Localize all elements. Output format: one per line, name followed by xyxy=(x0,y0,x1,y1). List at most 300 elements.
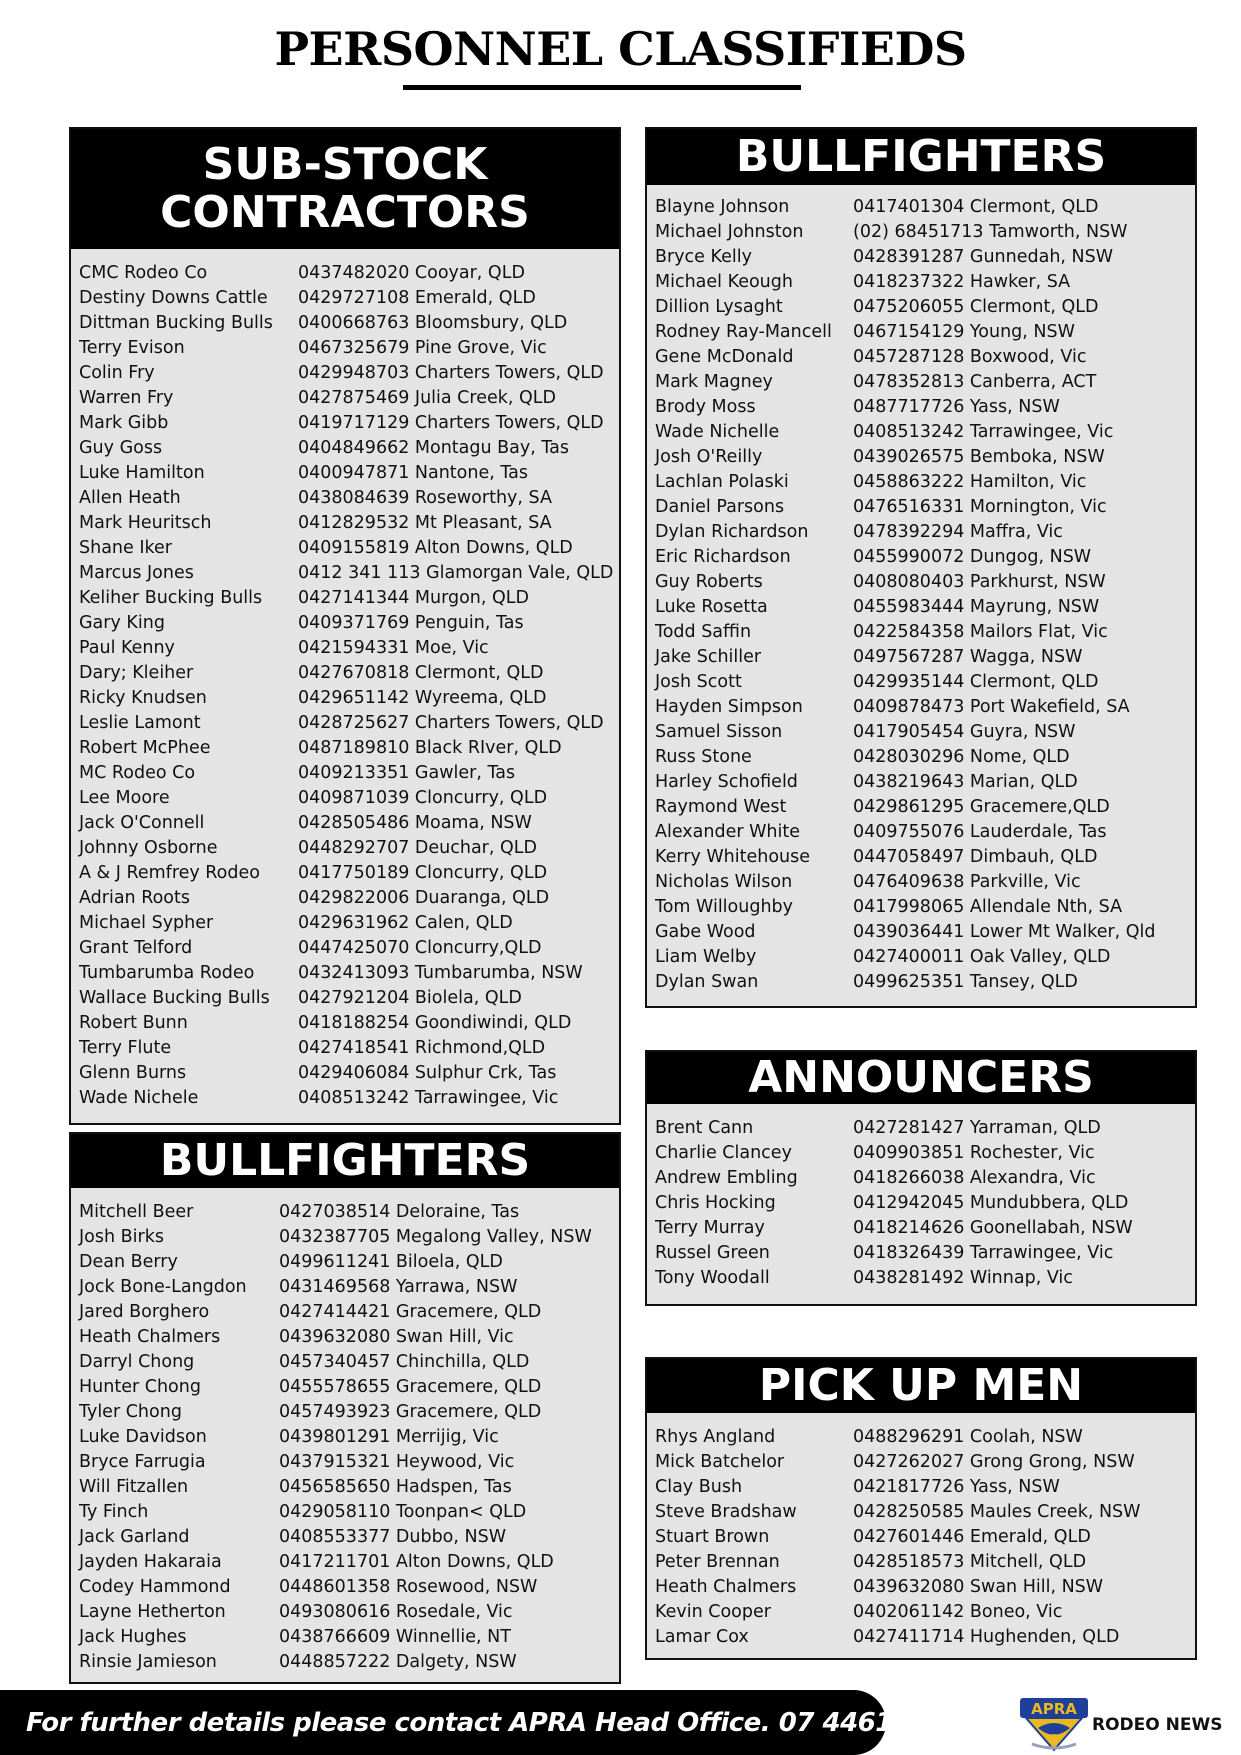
entry-name: Guy Roberts xyxy=(655,572,763,592)
entry-details: 0417750189 Cloncurry, QLD xyxy=(298,863,548,883)
entry-details: 0437915321 Heywood, Vic xyxy=(279,1452,515,1472)
entry-details: 0493080616 Rosedale, Vic xyxy=(279,1602,513,1622)
entry-name: Bryce Kelly xyxy=(655,247,752,267)
entry-details: 0427418541 Richmond,QLD xyxy=(298,1038,546,1058)
entry-details: 0400947871 Nantone, Tas xyxy=(298,463,528,483)
entry-list xyxy=(647,1104,1195,1291)
list-item xyxy=(655,1266,1195,1291)
entry-details: 0428505486 Moama, NSW xyxy=(298,813,532,833)
list-item xyxy=(655,1216,1195,1241)
entry-details: 0429948703 Charters Towers, QLD xyxy=(298,363,604,383)
bullfighters-left-panel xyxy=(69,1132,621,1684)
list-item xyxy=(655,1425,1195,1450)
entry-details: 0455990072 Dungog, NSW xyxy=(853,547,1092,567)
entry-name: Jared Borghero xyxy=(79,1302,210,1322)
entry-details: 0467154129 Young, NSW xyxy=(853,322,1075,342)
entry-details: (02) 68451713 Tamworth, NSW xyxy=(853,222,1128,242)
section-heading: BULLFIGHTERS xyxy=(647,129,1195,185)
entry-name: Jack Garland xyxy=(79,1527,190,1547)
entry-details: 0418214626 Goonellabah, NSW xyxy=(853,1218,1133,1238)
list-item xyxy=(79,1086,619,1111)
rodeo-news-brand: RODEO NEWS xyxy=(1092,1715,1223,1735)
entry-details: 0431469568 Yarrawa, NSW xyxy=(279,1277,518,1297)
entry-list xyxy=(647,1413,1195,1650)
list-item xyxy=(79,486,619,511)
entry-name: Rodney Ray-Mancell xyxy=(655,322,832,342)
entry-details: 0418188254 Goondiwindi, QLD xyxy=(298,1013,572,1033)
list-item xyxy=(655,1525,1195,1550)
entry-details: 0429406084 Sulphur Crk, Tas xyxy=(298,1063,557,1083)
list-item xyxy=(655,220,1195,245)
entry-details: 0499625351 Tansey, QLD xyxy=(853,972,1078,992)
entry-name: Dylan Swan xyxy=(655,972,759,992)
list-item xyxy=(655,470,1195,495)
entry-details: 0439026575 Bemboka, NSW xyxy=(853,447,1105,467)
list-item xyxy=(655,820,1195,845)
entry-details: 0428250585 Maules Creek, NSW xyxy=(853,1502,1141,1522)
list-item xyxy=(79,861,619,886)
list-item xyxy=(655,1575,1195,1600)
entry-name: MC Rodeo Co xyxy=(79,763,196,783)
entry-name: Michael Sypher xyxy=(79,913,214,933)
list-item xyxy=(79,286,619,311)
entry-details: 0478352813 Canberra, ACT xyxy=(853,372,1097,392)
list-item xyxy=(79,986,619,1011)
entry-details: 0409871039 Cloncurry, QLD xyxy=(298,788,548,808)
entry-name: Michael Keough xyxy=(655,272,793,292)
entry-name: Gary King xyxy=(79,613,165,633)
entry-name: Mark Gibb xyxy=(79,413,169,433)
list-item xyxy=(79,336,619,361)
list-item xyxy=(79,1350,619,1375)
entry-list xyxy=(647,185,1195,995)
entry-name: Lee Moore xyxy=(79,788,170,808)
entry-details: 0409755076 Lauderdale, Tas xyxy=(853,822,1107,842)
list-item xyxy=(655,870,1195,895)
section-heading: PICK UP MEN xyxy=(647,1359,1195,1413)
entry-details: 0448857222 Dalgety, NSW xyxy=(279,1652,517,1672)
list-item xyxy=(655,345,1195,370)
entry-details: 0457493923 Gracemere, QLD xyxy=(279,1402,542,1422)
entry-name: Darryl Chong xyxy=(79,1352,195,1372)
entry-name: Jack Hughes xyxy=(79,1627,187,1647)
list-item xyxy=(655,1500,1195,1525)
entry-name: Jack O'Connell xyxy=(79,813,205,833)
entry-details: 0432387705 Megalong Valley, NSW xyxy=(279,1227,592,1247)
list-item xyxy=(79,636,619,661)
entry-details: 0488296291 Coolah, NSW xyxy=(853,1427,1083,1447)
entry-name: Terry Murray xyxy=(655,1218,765,1238)
list-item xyxy=(79,536,619,561)
list-item xyxy=(655,845,1195,870)
list-item xyxy=(79,761,619,786)
entry-details: 0448292707 Deuchar, QLD xyxy=(298,838,537,858)
entry-name: Tumbarumba Rodeo xyxy=(79,963,255,983)
list-item xyxy=(79,1300,619,1325)
entry-details: 0447425070 Cloncurry,QLD xyxy=(298,938,542,958)
list-item xyxy=(655,670,1195,695)
entry-name: Keliher Bucking Bulls xyxy=(79,588,263,608)
entry-name: Josh Scott xyxy=(655,672,742,692)
entry-name: Eric Richardson xyxy=(655,547,791,567)
list-item xyxy=(79,511,619,536)
entry-name: Brent Cann xyxy=(655,1118,754,1138)
list-item xyxy=(655,945,1195,970)
entry-name: Gabe Wood xyxy=(655,922,756,942)
entry-name: Wade Nichelle xyxy=(655,422,780,442)
entry-details: 0417998065 Allendale Nth, SA xyxy=(853,897,1123,917)
entry-name: A & J Remfrey Rodeo xyxy=(79,863,260,883)
list-item xyxy=(79,461,619,486)
entry-name: Samuel Sisson xyxy=(655,722,783,742)
entry-name: Johnny Osborne xyxy=(79,838,218,858)
entry-details: 0439036441 Lower Mt Walker, Qld xyxy=(853,922,1156,942)
list-item xyxy=(655,970,1195,995)
entry-details: 0421817726 Yass, NSW xyxy=(853,1477,1060,1497)
entry-name: Russel Green xyxy=(655,1243,770,1263)
entry-details: 0447058497 Dimbauh, QLD xyxy=(853,847,1098,867)
list-item xyxy=(79,1525,619,1550)
entry-name: Grant Telford xyxy=(79,938,193,958)
list-item xyxy=(79,1225,619,1250)
entry-details: 0438281492 Winnap, Vic xyxy=(853,1268,1073,1288)
section-heading: BULLFIGHTERS xyxy=(71,1134,619,1188)
list-item xyxy=(79,1500,619,1525)
entry-name: Dylan Richardson xyxy=(655,522,809,542)
list-item xyxy=(655,745,1195,770)
entry-details: 0429727108 Emerald, QLD xyxy=(298,288,536,308)
entry-name: Heath Chalmers xyxy=(655,1577,797,1597)
entry-details: 0429651142 Wyreema, QLD xyxy=(298,688,547,708)
entry-name: Glenn Burns xyxy=(79,1063,187,1083)
entry-details: 0419717129 Charters Towers, QLD xyxy=(298,413,604,433)
entry-name: Hayden Simpson xyxy=(655,697,803,717)
list-item xyxy=(655,320,1195,345)
entry-details: 0427414421 Gracemere, QLD xyxy=(279,1302,542,1322)
entry-details: 0429058110 Toonpan< QLD xyxy=(279,1502,527,1522)
list-item xyxy=(655,520,1195,545)
entry-name: Mick Batchelor xyxy=(655,1452,785,1472)
entry-details: 0427411714 Hughenden, QLD xyxy=(853,1627,1120,1647)
entry-details: 0412 341 113 Glamorgan Vale, QLD xyxy=(298,563,614,583)
list-item xyxy=(79,1275,619,1300)
list-item xyxy=(655,1141,1195,1166)
entry-name: Hunter Chong xyxy=(79,1377,201,1397)
entry-details: 0421594331 Moe, Vic xyxy=(298,638,489,658)
entry-name: Ricky Knudsen xyxy=(79,688,207,708)
list-item xyxy=(655,1166,1195,1191)
entry-details: 0455578655 Gracemere, QLD xyxy=(279,1377,542,1397)
entry-details: 0429861295 Gracemere,QLD xyxy=(853,797,1110,817)
entry-name: Warren Fry xyxy=(79,388,174,408)
entry-details: 0427038514 Deloraine, Tas xyxy=(279,1202,520,1222)
list-item xyxy=(79,411,619,436)
entry-name: Colin Fry xyxy=(79,363,155,383)
entry-details: 0417211701 Alton Downs, QLD xyxy=(279,1552,554,1572)
entry-name: Mark Heuritsch xyxy=(79,513,212,533)
list-item xyxy=(655,795,1195,820)
entry-name: Heath Chalmers xyxy=(79,1327,221,1347)
entry-details: 0417905454 Guyra, NSW xyxy=(853,722,1076,742)
entry-name: Andrew Embling xyxy=(655,1168,798,1188)
entry-name: Josh Birks xyxy=(79,1227,164,1247)
entry-details: 0499611241 Biloela, QLD xyxy=(279,1252,503,1272)
entry-name: Bryce Farrugia xyxy=(79,1452,206,1472)
entry-details: 0428391287 Gunnedah, NSW xyxy=(853,247,1114,267)
list-item xyxy=(655,295,1195,320)
list-item xyxy=(655,420,1195,445)
list-item xyxy=(79,786,619,811)
entry-details: 0412829532 Mt Pleasant, SA xyxy=(298,513,552,533)
entry-details: 0427141344 Murgon, QLD xyxy=(298,588,530,608)
entry-name: Alexander White xyxy=(655,822,800,842)
list-item xyxy=(655,695,1195,720)
list-item xyxy=(79,1325,619,1350)
list-item xyxy=(79,936,619,961)
entry-list xyxy=(71,249,619,1111)
entry-name: Shane Iker xyxy=(79,538,172,558)
list-item xyxy=(79,1011,619,1036)
entry-details: 0438219643 Marian, QLD xyxy=(853,772,1078,792)
list-item xyxy=(655,395,1195,420)
list-item xyxy=(79,1625,619,1650)
entry-details: 0427262027 Grong Grong, NSW xyxy=(853,1452,1135,1472)
list-item xyxy=(79,1600,619,1625)
list-item xyxy=(79,436,619,461)
list-item xyxy=(655,645,1195,670)
entry-name: Terry Evison xyxy=(79,338,185,358)
list-item xyxy=(655,1450,1195,1475)
entry-details: 0412942045 Mundubbera, QLD xyxy=(853,1193,1129,1213)
announcers-panel xyxy=(645,1050,1197,1306)
title-underline xyxy=(403,85,801,90)
entry-details: 0432413093 Tumbarumba, NSW xyxy=(298,963,583,983)
entry-details: 0428725627 Charters Towers, QLD xyxy=(298,713,604,733)
entry-name: Rhys Angland xyxy=(655,1427,776,1447)
entry-name: Mitchell Beer xyxy=(79,1202,194,1222)
entry-name: Raymond West xyxy=(655,797,787,817)
entry-details: 0409213351 Gawler, Tas xyxy=(298,763,516,783)
list-item xyxy=(79,1650,619,1675)
entry-details: 0428030296 Nome, QLD xyxy=(853,747,1070,767)
list-item xyxy=(79,1575,619,1600)
list-item xyxy=(655,445,1195,470)
entry-name: Terry Flute xyxy=(79,1038,172,1058)
entry-details: 0497567287 Wagga, NSW xyxy=(853,647,1083,667)
list-item xyxy=(79,711,619,736)
footer-contact-bar xyxy=(0,1690,972,1755)
entry-name: Tyler Chong xyxy=(79,1402,182,1422)
entry-name: Harley Schofield xyxy=(655,772,798,792)
entry-name: Tom Willoughby xyxy=(655,897,794,917)
entry-name: Jake Schiller xyxy=(655,647,762,667)
entry-name: Dean Berry xyxy=(79,1252,178,1272)
entry-name: Wade Nichele xyxy=(79,1088,199,1108)
entry-details: 0487717726 Yass, NSW xyxy=(853,397,1060,417)
entry-name: Peter Brennan xyxy=(655,1552,780,1572)
list-item xyxy=(79,561,619,586)
list-item xyxy=(79,836,619,861)
entry-name: Daniel Parsons xyxy=(655,497,785,517)
entry-details: 0448601358 Rosewood, NSW xyxy=(279,1577,538,1597)
entry-details: 0438766609 Winnellie, NT xyxy=(279,1627,511,1647)
entry-name: Michael Johnston xyxy=(655,222,804,242)
entry-name: Robert McPhee xyxy=(79,738,211,758)
entry-name: Leslie Lamont xyxy=(79,713,201,733)
list-item xyxy=(655,720,1195,745)
entry-name: Mark Magney xyxy=(655,372,773,392)
list-item xyxy=(655,1191,1195,1216)
list-item xyxy=(79,961,619,986)
list-item xyxy=(79,1061,619,1086)
list-item xyxy=(79,311,619,336)
entry-list xyxy=(71,1188,619,1675)
entry-details: 0427670818 Clermont, QLD xyxy=(298,663,544,683)
entry-name: Wallace Bucking Bulls xyxy=(79,988,270,1008)
list-item xyxy=(655,270,1195,295)
entry-details: 0438084639 Roseworthy, SA xyxy=(298,488,552,508)
list-item xyxy=(655,1625,1195,1650)
list-item xyxy=(79,736,619,761)
entry-details: 0475206055 Clermont, QLD xyxy=(853,297,1099,317)
list-item xyxy=(655,920,1195,945)
footer-contact-text: For further details please contact APRA Head Office. 07 4461 8183 xyxy=(26,1707,972,1738)
entry-name: Dillion Lysaght xyxy=(655,297,783,317)
list-item xyxy=(79,611,619,636)
list-item xyxy=(79,811,619,836)
list-item xyxy=(655,770,1195,795)
entry-name: Jayden Hakaraia xyxy=(79,1552,222,1572)
entry-details: 0429935144 Clermont, QLD xyxy=(853,672,1099,692)
list-item xyxy=(79,1425,619,1450)
entry-details: 0408513242 Tarrawingee, Vic xyxy=(853,422,1114,442)
pick-up-men-panel xyxy=(645,1357,1197,1660)
entry-details: 0458863222 Hamilton, Vic xyxy=(853,472,1087,492)
entry-name: Tony Woodall xyxy=(655,1268,770,1288)
entry-details: 0418266038 Alexandra, Vic xyxy=(853,1168,1096,1188)
entry-name: Kevin Cooper xyxy=(655,1602,771,1622)
list-item xyxy=(79,361,619,386)
list-item xyxy=(655,195,1195,220)
list-item xyxy=(655,1241,1195,1266)
page-title: PERSONNEL CLASSIFIEDS xyxy=(274,22,967,76)
entry-details: 0418326439 Tarrawingee, Vic xyxy=(853,1243,1114,1263)
entry-name: Clay Bush xyxy=(655,1477,743,1497)
entry-name: Dary; Kleiher xyxy=(79,663,194,683)
entry-details: 0427281427 Yarraman, QLD xyxy=(853,1118,1101,1138)
entry-name: Luke Hamilton xyxy=(79,463,205,483)
entry-name: Destiny Downs Cattle xyxy=(79,288,268,308)
entry-name: Josh O'Reilly xyxy=(655,447,763,467)
entry-name: Brody Moss xyxy=(655,397,756,417)
list-item xyxy=(79,686,619,711)
list-item xyxy=(655,570,1195,595)
list-item xyxy=(655,1600,1195,1625)
entry-name: Stuart Brown xyxy=(655,1527,770,1547)
entry-name: Russ Stone xyxy=(655,747,752,767)
entry-details: 0408080403 Parkhurst, NSW xyxy=(853,572,1106,592)
list-item xyxy=(655,595,1195,620)
entry-details: 0439801291 Merrijig, Vic xyxy=(279,1427,499,1447)
list-item xyxy=(655,545,1195,570)
entry-details: 0408513242 Tarrawingee, Vic xyxy=(298,1088,559,1108)
entry-details: 0467325679 Pine Grove, Vic xyxy=(298,338,547,358)
entry-details: 0455983444 Mayrung, NSW xyxy=(853,597,1100,617)
entry-name: Paul Kenny xyxy=(79,638,175,658)
list-item xyxy=(655,245,1195,270)
entry-details: 0427400011 Oak Valley, QLD xyxy=(853,947,1111,967)
list-item xyxy=(79,886,619,911)
entry-details: 0487189810 Black RIver, QLD xyxy=(298,738,562,758)
entry-details: 0457287128 Boxwood, Vic xyxy=(853,347,1087,367)
entry-details: 0409878473 Port Wakefield, SA xyxy=(853,697,1130,717)
entry-name: Kerry Whitehouse xyxy=(655,847,811,867)
entry-name: Nicholas Wilson xyxy=(655,872,793,892)
entry-details: 0456585650 Hadspen, Tas xyxy=(279,1477,512,1497)
entry-details: 0478392294 Maffra, Vic xyxy=(853,522,1063,542)
entry-details: 0427601446 Emerald, QLD xyxy=(853,1527,1091,1547)
svg-text:APRA: APRA xyxy=(1031,1700,1077,1718)
list-item xyxy=(79,1036,619,1061)
entry-details: 0457340457 Chinchilla, QLD xyxy=(279,1352,530,1372)
entry-name: Will Fitzallen xyxy=(79,1477,189,1497)
entry-details: 0417401304 Clermont, QLD xyxy=(853,197,1099,217)
entry-name: Gene McDonald xyxy=(655,347,794,367)
entry-details: 0437482020 Cooyar, QLD xyxy=(298,263,525,283)
entry-details: 0404849662 Montagu Bay, Tas xyxy=(298,438,569,458)
list-item xyxy=(655,1550,1195,1575)
entry-details: 0439632080 Swan Hill, Vic xyxy=(279,1327,514,1347)
entry-details: 0476409638 Parkville, Vic xyxy=(853,872,1081,892)
list-item xyxy=(79,1250,619,1275)
list-item xyxy=(79,1400,619,1425)
entry-details: 0400668763 Bloomsbury, QLD xyxy=(298,313,568,333)
entry-name: Steve Bradshaw xyxy=(655,1502,797,1522)
list-item xyxy=(655,1475,1195,1500)
entry-details: 0409371769 Penguin, Tas xyxy=(298,613,524,633)
entry-details: 0418237322 Hawker, SA xyxy=(853,272,1071,292)
list-item xyxy=(79,261,619,286)
list-item xyxy=(79,1475,619,1500)
list-item xyxy=(79,1375,619,1400)
list-item xyxy=(79,1550,619,1575)
list-item xyxy=(79,586,619,611)
entry-name: Charlie Clancey xyxy=(655,1143,792,1163)
entry-name: Layne Hetherton xyxy=(79,1602,226,1622)
list-item xyxy=(655,895,1195,920)
entry-details: 0422584358 Mailors Flat, Vic xyxy=(853,622,1108,642)
entry-details: 0439632080 Swan Hill, NSW xyxy=(853,1577,1104,1597)
entry-details: 0402061142 Boneo, Vic xyxy=(853,1602,1063,1622)
entry-name: Blayne Johnson xyxy=(655,197,790,217)
entry-name: Todd Saffin xyxy=(655,622,752,642)
entry-name: Jock Bone-Langdon xyxy=(79,1277,247,1297)
entry-name: Rinsie Jamieson xyxy=(79,1652,217,1672)
entry-name: Allen Heath xyxy=(79,488,181,508)
list-item xyxy=(655,1116,1195,1141)
section-heading: SUB-STOCK CONTRACTORS xyxy=(71,129,619,249)
entry-name: CMC Rodeo Co xyxy=(79,263,208,283)
bullfighters-right-panel xyxy=(645,127,1197,1008)
entry-name: Liam Welby xyxy=(655,947,757,967)
entry-name: Lamar Cox xyxy=(655,1627,749,1647)
entry-name: Marcus Jones xyxy=(79,563,194,583)
entry-details: 0427875469 Julia Creek, QLD xyxy=(298,388,556,408)
entry-name: Luke Rosetta xyxy=(655,597,768,617)
list-item xyxy=(655,370,1195,395)
entry-details: 0408553377 Dubbo, NSW xyxy=(279,1527,507,1547)
list-item xyxy=(79,1200,619,1225)
